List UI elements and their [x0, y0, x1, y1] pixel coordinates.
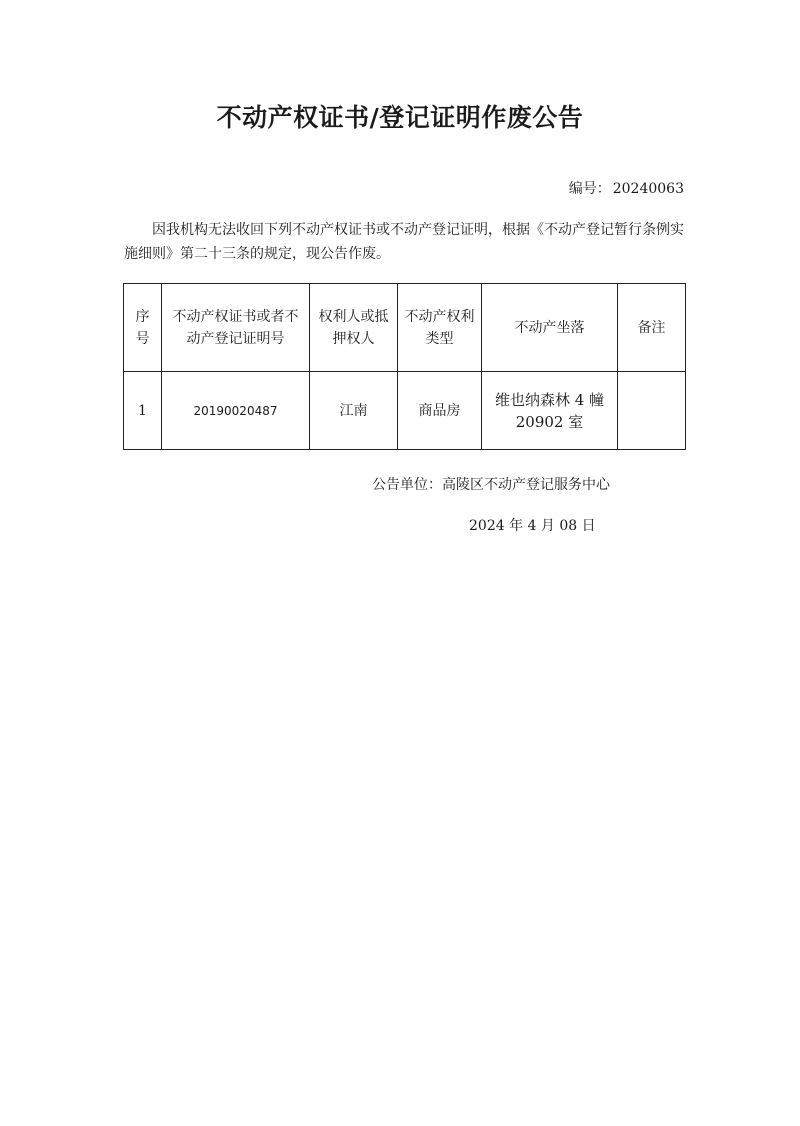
document-number-label: 编号： [568, 181, 611, 197]
document-number-value: 20240063 [612, 181, 684, 197]
cell-location: 维也纳森林 4 幢 20902 室 [482, 372, 618, 450]
header-cert-no: 不动产权证书或者不动产登记证明号 [162, 284, 310, 372]
cell-cert-no: 20190020487 [162, 372, 310, 450]
table-header-row [124, 284, 686, 372]
cell-holder: 江南 [310, 372, 398, 450]
document-number [569, 178, 684, 198]
header-index: 序号 [124, 284, 162, 372]
document-title: 不动产权证书/登记证明作废公告 [216, 103, 584, 132]
header-location: 不动产坐落 [482, 284, 618, 372]
header-right-type: 不动产权利类型 [398, 284, 482, 372]
issue-date: 2024 年 4 月 08 日 [469, 518, 596, 534]
cell-index: 1 [124, 372, 162, 450]
header-holder: 权利人或抵押权人 [310, 284, 398, 372]
cell-remark [618, 372, 686, 450]
cell-right-type: 商品房 [398, 372, 482, 450]
intro-paragraph: 因我机构无法收回下列不动产权证书或不动产登记证明，根据《不动产登记暂行条例实施细则》第二十三条的规定，现公告作废。 [124, 222, 684, 262]
void-certificates-table [123, 283, 686, 450]
table-row [124, 372, 686, 450]
issuer-line: 公告单位：高陵区不动产登记服务中心 [372, 477, 610, 493]
header-remark: 备注 [618, 284, 686, 372]
